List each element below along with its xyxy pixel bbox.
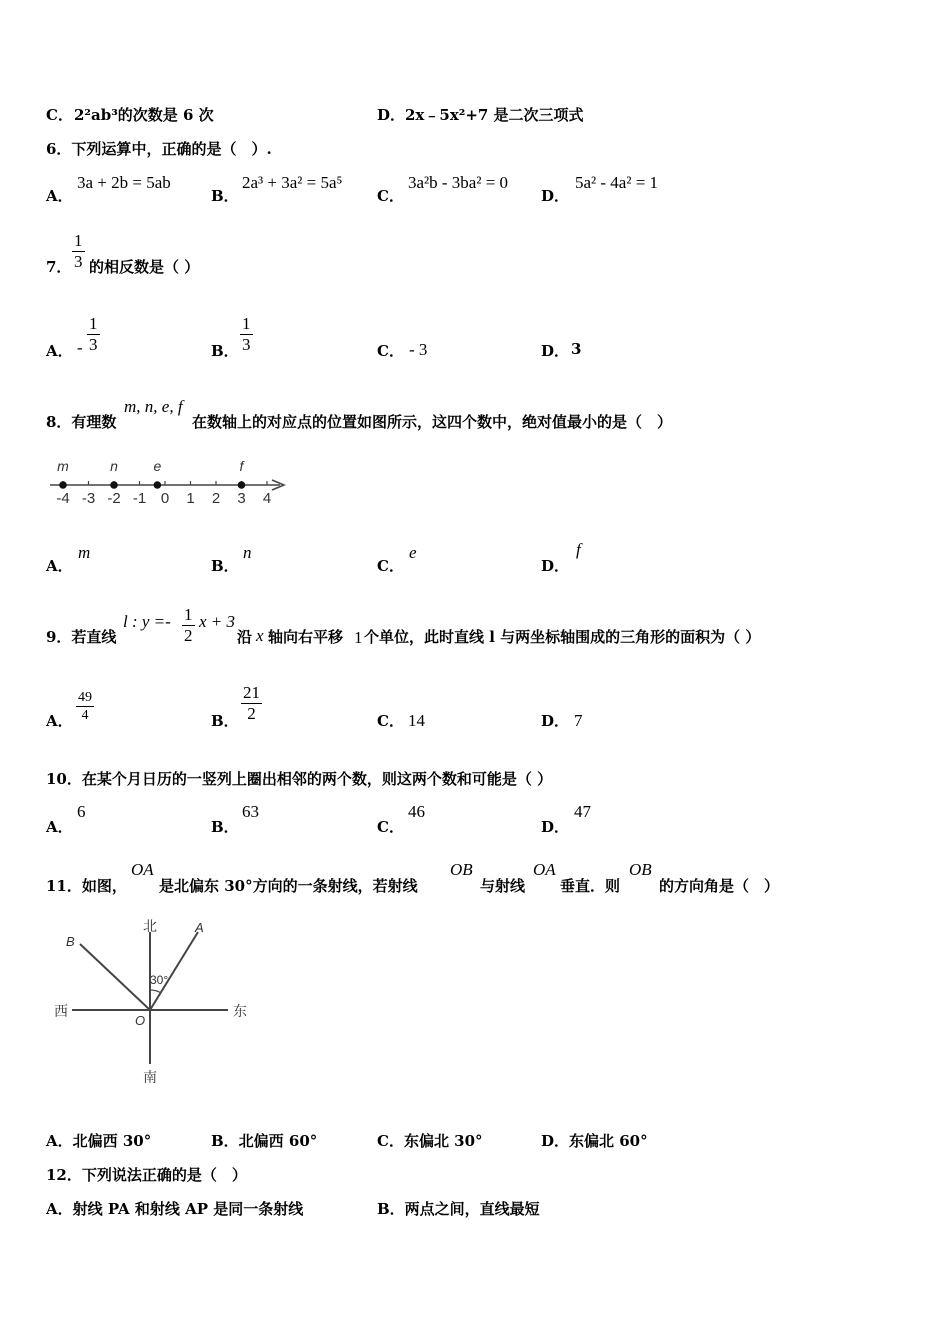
- q9-fraction-numerator: 1: [184, 605, 193, 624]
- q11-text-1: 是北偏东 30°方向的一条射线，若射线: [159, 877, 418, 895]
- q7-option-b-label: B．: [211, 342, 239, 360]
- q11-text-2: 与射线: [480, 877, 526, 895]
- q7-option-d-label: D．: [541, 342, 570, 360]
- number-line-tick-label: 3: [237, 490, 246, 507]
- q10-option-b-value: 63: [242, 802, 259, 821]
- number-line-point-f: [238, 481, 246, 489]
- q9-text-shift: 轴向右平移: [268, 628, 344, 646]
- q7-fraction-denominator: 3: [74, 252, 83, 271]
- q7-option-a-label: A．: [46, 342, 73, 360]
- q10-option-a-value: 6: [77, 802, 86, 821]
- point-a-label: A: [195, 920, 204, 935]
- q7-option-a-denominator: 3: [89, 335, 98, 354]
- q11-stem-tail: 的方向角是（ ）: [659, 877, 780, 895]
- q5-option-d-label: D．: [377, 106, 406, 124]
- number-line-points: [57, 458, 245, 489]
- q11-text-3: 垂直．则: [560, 877, 621, 895]
- west-label: 西: [54, 1003, 68, 1019]
- east-label: 东: [233, 1003, 247, 1019]
- q11-option-d: D．东偏北 60°: [541, 1132, 648, 1150]
- q6-option-b-expr: 2a³ + 3a² = 5a⁵: [242, 173, 343, 192]
- q8-option-c-label: C．: [377, 557, 404, 575]
- number-line-tick-label: -3: [81, 490, 96, 507]
- q8-option-b-label: B．: [211, 557, 239, 575]
- q6-option-c-expr: 3a²b - 3ba² = 0: [408, 173, 509, 192]
- q9-option-b-denominator: 2: [247, 704, 256, 723]
- number-line-point-label-m: m: [57, 458, 69, 474]
- number-line-tick-label: 1: [186, 490, 195, 507]
- q10-option-a-label: A．: [46, 818, 73, 836]
- q8-number: 8．有理数: [46, 413, 117, 431]
- q6-stem: 6．下列运算中，正确的是（ ）.: [46, 140, 272, 158]
- q9-line-fraction: [182, 605, 195, 646]
- q6-option-a-label: A．: [46, 187, 73, 205]
- q9-option-b-numerator: 21: [243, 683, 260, 702]
- number-line-point-e: [154, 481, 162, 489]
- q7-option-b-fraction: [240, 314, 253, 355]
- q9-option-d-value: 7: [574, 711, 583, 730]
- q5-option-d-text: 2x﹣5x²+7 是二次三项式: [405, 106, 584, 124]
- q9-axis-x: x: [256, 626, 264, 645]
- q5-option-c-text: 2²ab³的次数是 6 次: [74, 106, 214, 124]
- q8-option-c-value: e: [409, 543, 417, 562]
- q9-number: 9．若直线: [46, 628, 117, 646]
- q7-option-a-fraction: [87, 314, 100, 355]
- point-b-label: B: [66, 934, 75, 949]
- ray-ob: [80, 944, 150, 1010]
- number-line-point-label-n: n: [110, 458, 118, 474]
- q10-option-b-label: B．: [211, 818, 239, 836]
- q11-ray-ob: OB: [450, 860, 473, 879]
- q9-option-b-label: B．: [211, 712, 239, 730]
- q12-option-b: B．两点之间，直线最短: [377, 1200, 540, 1218]
- q9-option-a-fraction: [76, 689, 94, 724]
- number-line-point-n: [110, 481, 118, 489]
- south-label: 南: [143, 1069, 157, 1085]
- q7-fraction: [72, 231, 85, 272]
- q9-line-lhs: l : y =-: [123, 612, 171, 631]
- q11-ray-oa-2: OA: [533, 860, 556, 879]
- q7-option-d-value: 3: [571, 340, 582, 358]
- number-line-tick-label: -4: [56, 490, 70, 507]
- q6-option-d-label: D．: [541, 187, 570, 205]
- q7-stem: 的相反数是（ ）: [89, 258, 200, 276]
- q8-variables: m, n, e, f: [124, 397, 183, 416]
- q6-option-c-label: C．: [377, 187, 404, 205]
- q9-option-d-label: D．: [541, 712, 570, 730]
- number-line-point-label-f: f: [239, 458, 244, 474]
- q9-units: 1: [354, 628, 363, 647]
- q11-ray-oa: OA: [131, 860, 154, 879]
- number-line-point-m: [59, 481, 67, 489]
- q9-option-c-label: C．: [377, 712, 404, 730]
- angle-30-label: 30°: [150, 973, 169, 987]
- origin-o-label: O: [135, 1013, 146, 1028]
- q11-number: 11．如图，: [46, 877, 127, 895]
- q9-stem-tail: 个单位，此时直线 l 与两坐标轴围成的三角形的面积为（ ）: [364, 628, 761, 646]
- q7-option-a-sign: -: [77, 338, 83, 357]
- compass-figure: [40, 910, 270, 1090]
- q8-option-d-label: D．: [541, 557, 570, 575]
- q11-option-b: B．北偏西 60°: [211, 1132, 318, 1150]
- q6-option-d-expr: 5a² - 4a² = 1: [575, 173, 659, 192]
- q8-option-a-label: A．: [46, 557, 73, 575]
- number-line-tick-label: 2: [211, 490, 221, 507]
- number-line-tick-label: -1: [132, 490, 147, 507]
- q6-option-b-label: B．: [211, 187, 239, 205]
- number-line-point-label-e: e: [153, 458, 162, 474]
- q12-stem: 12．下列说法正确的是（ ）: [46, 1166, 247, 1184]
- angle-arc: [150, 990, 161, 993]
- q12-option-a: A．射线 PA 和射线 AP 是同一条射线: [46, 1200, 304, 1218]
- q9-fraction-denominator: 2: [184, 626, 193, 645]
- q9-option-c-value: 14: [408, 711, 425, 730]
- q7-option-a-numerator: 1: [89, 314, 98, 333]
- q10-option-d-value: 47: [574, 802, 591, 821]
- q9-option-a-denominator: 4: [81, 708, 89, 723]
- q11-option-c: C．东偏北 30°: [377, 1132, 483, 1150]
- number-line-tick-label: 4: [262, 490, 272, 507]
- q8-stem: 在数轴上的对应点的位置如图所示，这四个数中，绝对值最小的是（ ）: [192, 413, 673, 431]
- number-line-tick-label: 0: [160, 490, 170, 507]
- q10-stem: 10．在某个月日历的一竖列上圈出相邻的两个数，则这两个数和可能是（ ）: [46, 770, 553, 788]
- north-label: 北: [143, 918, 157, 934]
- q9-option-a-label: A．: [46, 712, 73, 730]
- q7-option-c-value: - 3: [409, 340, 428, 359]
- q9-line-rhs: x + 3: [199, 612, 236, 631]
- q9-option-a-numerator: 49: [78, 690, 92, 705]
- q10-option-d-label: D．: [541, 818, 570, 836]
- number-line-tick-label: -2: [107, 490, 121, 507]
- q8-option-d-value: f: [576, 540, 581, 559]
- q10-option-c-value: 46: [408, 802, 425, 821]
- ray-oa: [150, 932, 198, 1010]
- q11-option-a: A．北偏西 30°: [46, 1132, 152, 1150]
- q8-option-b-value: n: [243, 543, 252, 562]
- q10-option-c-label: C．: [377, 818, 404, 836]
- q7-number: 7．: [46, 258, 72, 276]
- q9-option-b-fraction: [241, 683, 262, 724]
- q6-option-a-expr: 3a + 2b = 5ab: [77, 173, 171, 192]
- q5-option-c-label: C．: [46, 106, 73, 124]
- q7-option-c-label: C．: [377, 342, 404, 360]
- q7-option-b-numerator: 1: [242, 314, 251, 333]
- q7-option-b-denominator: 3: [242, 335, 251, 354]
- q11-ray-ob-2: OB: [629, 860, 652, 879]
- q9-text-along: 沿: [237, 628, 253, 646]
- q8-option-a-value: m: [78, 543, 91, 562]
- number-line-figure: [40, 452, 300, 512]
- q7-fraction-numerator: 1: [74, 231, 83, 250]
